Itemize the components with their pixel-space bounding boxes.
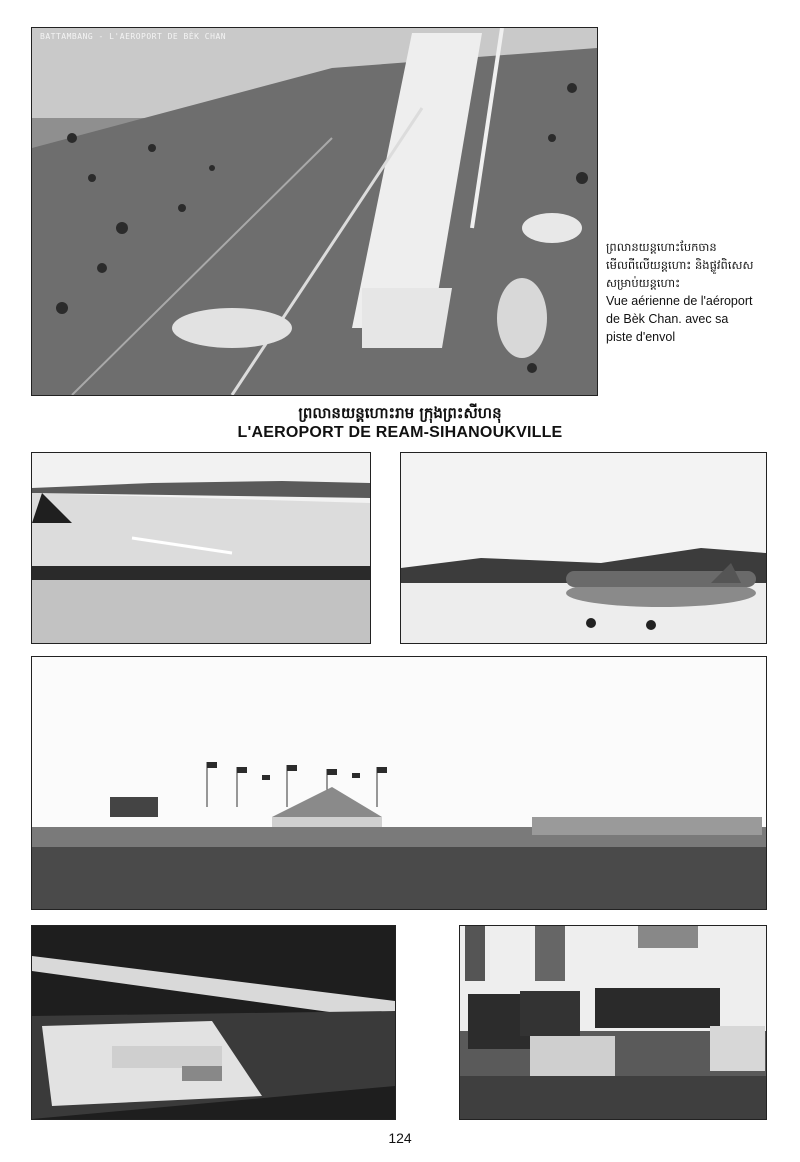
section-title	[0, 403, 800, 443]
airport-model-photo	[31, 925, 396, 1120]
aerial-photo-inset-label: BATTAMBANG - L'AEROPORT DE BÈK CHAN	[40, 32, 227, 41]
section-title-french: L'AEROPORT DE REAM-SIHANOUKVILLE	[237, 424, 563, 441]
section-title-khmer: ព្រលានយន្តហោះរាម ក្រុងព្រះសីហនុ	[298, 404, 502, 422]
caption-khmer-line-2: មើលពីលើយន្តហោះ និងផ្លូវពិសេស	[606, 258, 754, 272]
caption-french-line-3: piste d'envol	[606, 330, 676, 344]
caption-french-line-2: de Bèk Chan. avec sa	[606, 312, 729, 326]
page-number: 124	[388, 1130, 412, 1146]
aerial-airfield-photo	[31, 27, 598, 396]
lounge-interior-photo	[459, 925, 767, 1120]
runway-photo	[31, 452, 371, 644]
caption-french-line-1: Vue aérienne de l'aéroport	[606, 294, 753, 308]
terminal-crowd-photo	[31, 656, 767, 910]
caption-khmer-line-1: ព្រលានយន្តហោះបែកចាន	[606, 240, 717, 254]
caption-khmer-line-3: សម្រាប់យន្តហោះ	[606, 276, 681, 290]
aerial-photo-caption	[606, 238, 791, 346]
aircraft-photo	[400, 452, 767, 644]
